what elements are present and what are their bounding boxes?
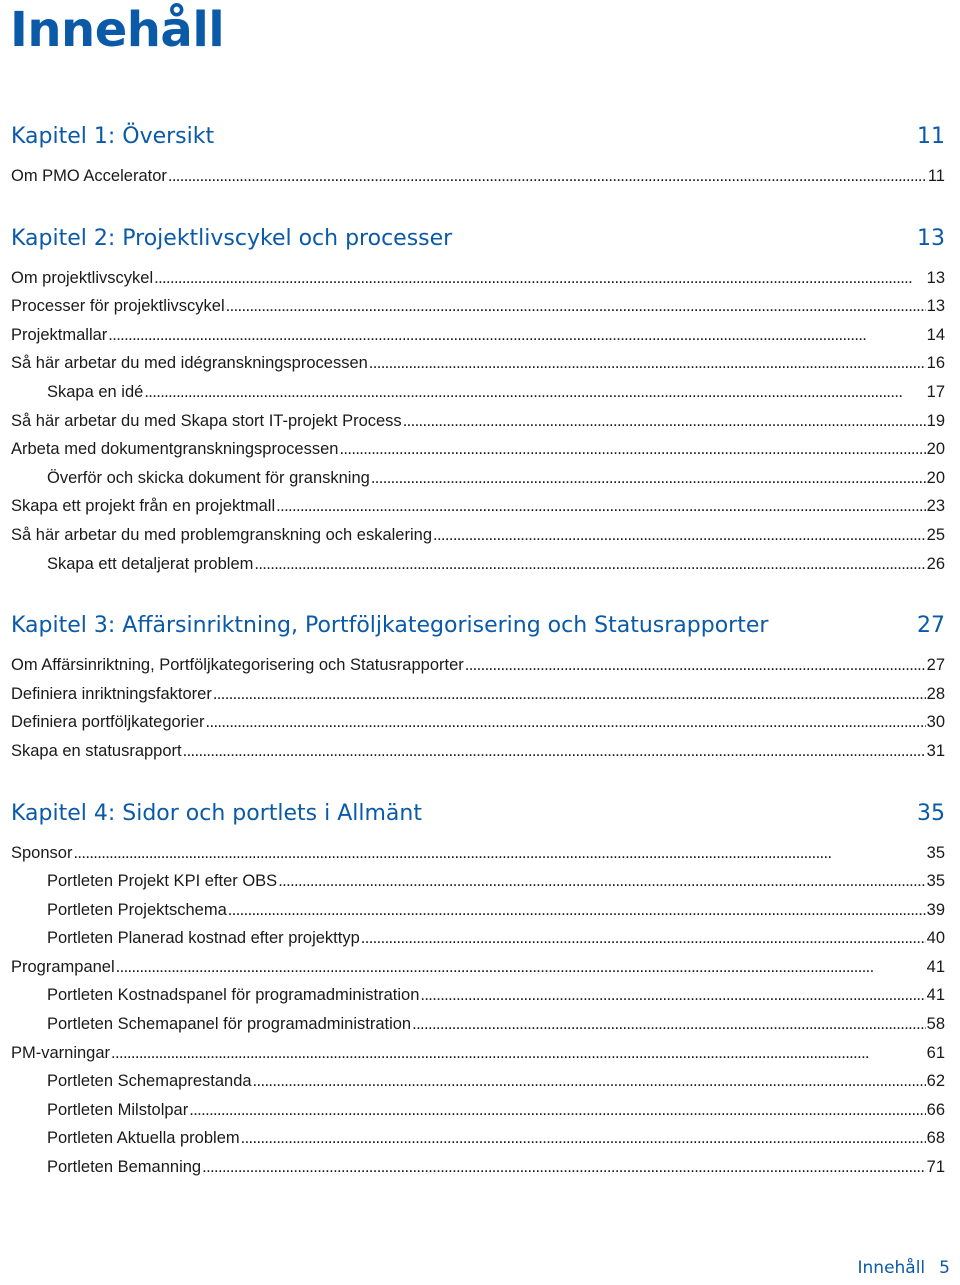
dot-leader: [206, 708, 926, 737]
toc-entry-page-number: 17: [926, 382, 945, 401]
dot-leader: [144, 378, 925, 407]
toc-entry-page-number: 41: [926, 957, 945, 976]
toc-entry-label: Projektmallar: [11, 325, 108, 344]
toc-entry-label: Arbeta med dokumentgranskningsprocessen: [11, 440, 339, 459]
toc-entry[interactable]: [11, 1067, 945, 1096]
dot-leader: [276, 492, 926, 521]
chapter-heading[interactable]: [11, 610, 945, 642]
toc-entry-page-number: 35: [926, 843, 945, 862]
toc-entry-label: Sponsor: [11, 843, 73, 862]
chapter-title: Kapitel 2: Projektlivscykel och processer: [11, 225, 453, 251]
toc-entry[interactable]: [11, 407, 945, 436]
toc-entry-label: Så här arbetar du med problemgranskning och eskalering: [11, 525, 432, 544]
chapter-page-number: 11: [917, 124, 945, 149]
dot-leader: [253, 1067, 926, 1096]
toc-entry-label: Portleten Schemapanel för programadministration: [47, 1015, 412, 1034]
chapter-title: Kapitel 3: Affärsinriktning, Portföljkategorisering och Statusrapporter: [11, 613, 769, 639]
dot-leader: [278, 867, 925, 896]
toc-entry-label: Portleten Projekt KPI efter OBS: [47, 872, 278, 891]
chapter-spacer: [11, 191, 945, 223]
toc-entry[interactable]: [11, 1096, 945, 1125]
toc-entry-page-number: 28: [926, 684, 945, 703]
toc-entry[interactable]: [11, 464, 945, 493]
dot-leader: [111, 1039, 926, 1068]
table-of-contents: [11, 121, 945, 1182]
toc-entry[interactable]: [11, 981, 945, 1010]
page-footer: [858, 1258, 951, 1278]
toc-entry[interactable]: [11, 924, 945, 953]
dot-leader: [465, 651, 926, 680]
toc-entry-page-number: 26: [926, 554, 945, 573]
dot-leader: [361, 924, 926, 953]
toc-entry-page-number: 16: [926, 354, 945, 373]
dot-leader: [403, 407, 926, 436]
dot-leader: [241, 1124, 926, 1153]
toc-entry[interactable]: [11, 521, 945, 550]
dot-leader: [433, 521, 926, 550]
toc-entry-page-number: 27: [926, 656, 945, 675]
chapter-title: Kapitel 4: Sidor och portlets i Allmänt: [11, 800, 422, 826]
toc-entry-page-number: 68: [926, 1129, 945, 1148]
toc-entry-page-number: 66: [926, 1100, 945, 1119]
toc-entry-label: Skapa ett projekt från en projektmall: [11, 497, 276, 516]
dot-leader: [154, 264, 926, 293]
toc-entry-page-number: 13: [926, 268, 945, 287]
toc-entry-label: PM-varningar: [11, 1043, 111, 1062]
toc-entry-page-number: 23: [926, 497, 945, 516]
toc-entry-page-number: 39: [926, 900, 945, 919]
toc-entry-page-number: 71: [926, 1158, 945, 1177]
chapter-heading[interactable]: [11, 798, 945, 830]
footer-page-number: 5: [939, 1258, 950, 1278]
toc-entry-label: Skapa ett detaljerat problem: [47, 554, 254, 573]
dot-leader: [73, 839, 925, 868]
toc-entry[interactable]: [11, 1124, 945, 1153]
toc-entry[interactable]: [11, 550, 945, 579]
toc-entry-label: Definiera inriktningsfaktorer: [11, 684, 212, 703]
dot-leader: [412, 1010, 926, 1039]
chapter-spacer: [11, 578, 945, 610]
toc-entry[interactable]: [11, 378, 945, 407]
toc-entry-label: Portleten Aktuella problem: [47, 1129, 240, 1148]
toc-entry-page-number: 19: [926, 411, 945, 430]
toc-entry-label: Portleten Milstolpar: [47, 1100, 189, 1119]
toc-entry-label: Processer för projektlivscykel: [11, 297, 225, 316]
chapter-page-number: 35: [917, 800, 945, 826]
dot-leader: [339, 435, 925, 464]
toc-entry-label: Portleten Projektschema: [47, 900, 227, 919]
dot-leader: [168, 162, 927, 191]
toc-entry[interactable]: [11, 264, 945, 293]
toc-entry[interactable]: [11, 162, 945, 191]
toc-entry-label: Så här arbetar du med idégranskningsprocessen: [11, 354, 368, 373]
dot-leader: [371, 464, 926, 493]
toc-entry[interactable]: [11, 680, 945, 709]
toc-entry-label: Portleten Schemaprestanda: [47, 1072, 252, 1091]
toc-entry-label: Portleten Kostnadspanel för programadministration: [47, 986, 420, 1005]
toc-entry-label: Portleten Bemanning: [47, 1158, 202, 1177]
toc-entry[interactable]: [11, 1039, 945, 1068]
toc-entry-page-number: 13: [926, 297, 945, 316]
toc-entry[interactable]: [11, 1010, 945, 1039]
toc-entry-label: Om PMO Accelerator: [11, 167, 167, 185]
chapter-heading[interactable]: [11, 121, 945, 153]
toc-entry-page-number: 35: [926, 872, 945, 891]
toc-entry[interactable]: [11, 953, 945, 982]
dot-leader: [213, 680, 926, 709]
chapter-page-number: 27: [917, 613, 945, 639]
toc-entry-label: Definiera portföljkategorier: [11, 713, 205, 732]
toc-entry-page-number: 25: [926, 525, 945, 544]
dot-leader: [108, 321, 925, 350]
toc-entry-label: Om projektlivscykel: [11, 268, 154, 287]
toc-entry[interactable]: [11, 896, 945, 925]
toc-entry-label: Programpanel: [11, 957, 115, 976]
toc-entry-page-number: 58: [926, 1015, 945, 1034]
toc-entry-label: Portleten Planerad kostnad efter projekttyp: [47, 929, 360, 948]
dot-leader: [369, 349, 926, 378]
toc-entry[interactable]: [11, 435, 945, 464]
chapter-page-number: 13: [917, 225, 945, 251]
toc-entry-label: Om Affärsinriktning, Portföljkategorisering och Statusrapporter: [11, 656, 464, 675]
toc-entry-page-number: 11: [927, 167, 945, 185]
dot-leader: [226, 292, 926, 321]
footer-section: Innehåll: [857, 1258, 926, 1278]
toc-entry-page-number: 20: [926, 440, 945, 459]
toc-entry-label: Överför och skicka dokument för granskning: [47, 468, 370, 487]
chapter-heading[interactable]: [11, 223, 945, 255]
chapter-spacer: [11, 766, 945, 798]
toc-entry[interactable]: [11, 292, 945, 321]
dot-leader: [202, 1153, 926, 1182]
toc-entry[interactable]: [11, 492, 945, 521]
toc-entry-label: Skapa en statusrapport: [11, 741, 182, 760]
toc-entry-page-number: 41: [926, 986, 945, 1005]
toc-entry[interactable]: [11, 1153, 945, 1182]
toc-entry[interactable]: [11, 651, 945, 680]
toc-entry[interactable]: [11, 321, 945, 350]
toc-entry-page-number: 62: [926, 1072, 945, 1091]
toc-entry-page-number: 40: [926, 929, 945, 948]
toc-entry[interactable]: [11, 867, 945, 896]
dot-leader: [189, 1096, 925, 1125]
toc-entry-page-number: 61: [926, 1043, 945, 1062]
chapter-title: Kapitel 1: Översikt: [11, 124, 215, 149]
toc-entry-label: Skapa en idé: [47, 382, 144, 401]
dot-leader: [254, 550, 925, 579]
dot-leader: [183, 737, 926, 766]
toc-entry-page-number: 30: [926, 713, 945, 732]
toc-entry[interactable]: [11, 349, 945, 378]
toc-entry-page-number: 31: [926, 741, 945, 760]
toc-entry[interactable]: [11, 708, 945, 737]
page-title: Innehåll: [10, 2, 225, 58]
toc-entry-label: Så här arbetar du med Skapa stort IT-projekt Process: [11, 411, 402, 430]
toc-entry-page-number: 20: [926, 468, 945, 487]
toc-entry[interactable]: [11, 839, 945, 868]
toc-entry-page-number: 14: [926, 325, 945, 344]
dot-leader: [228, 896, 926, 925]
dot-leader: [116, 953, 926, 982]
toc-entry[interactable]: [11, 737, 945, 766]
dot-leader: [420, 981, 925, 1010]
